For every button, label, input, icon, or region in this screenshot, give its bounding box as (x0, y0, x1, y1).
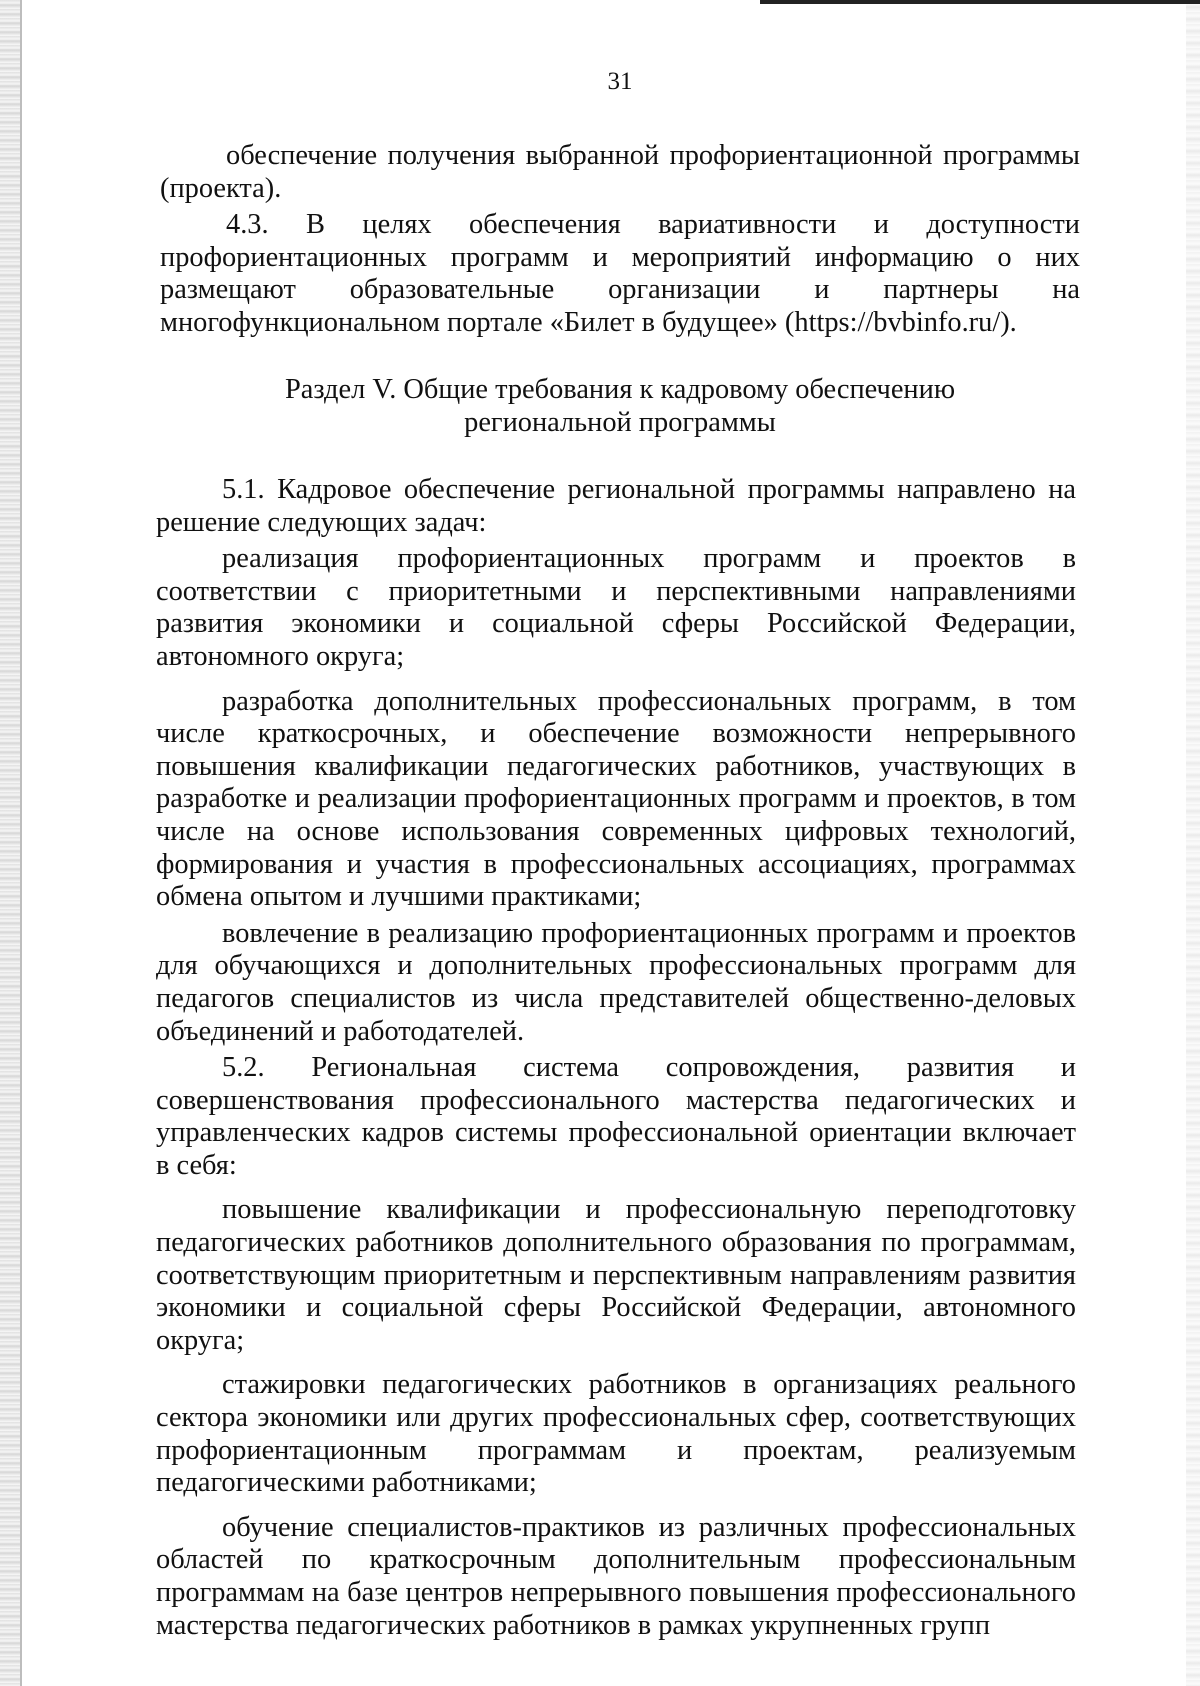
paragraph-item-qualification: повышение квалификации и профессиональную переподготовку педагогических работников дополнительного образования по программам, соответствующим приоритетным и перспективным направлениям развития экономики и социальной сферы Российской Федерации, автономного округа; (156, 1194, 1076, 1356)
paragraph-task-involvement: вовлечение в реализацию профориентационных программ и проектов для обучающихся и дополнительных профессиональных программ для педагогов специалистов из числа представителей общественно-деловых объединений и работодателей. (156, 917, 1076, 1047)
paragraph-task-development: разработка дополнительных профессиональных программ, в том числе краткосрочных, и обеспечение возможности непрерывного повышения квалификации педагогических работников, участвующих в разработке и реализации профориентационных программ и проектов, в том числе на основе использования современных цифровых технологий, формирования и участия в профессиональных ассоциациях, программах обмена опытом и лучшими практиками; (156, 685, 1076, 913)
paragraph-task-implementation: реализация профориентационных программ и проектов в соответствии с приоритетными и перспективными направлениями развития экономики и социальной сферы Российской Федерации, автономного округа; (156, 543, 1076, 672)
section-title-line-1: Раздел V. Общие требования к кадровому обеспечению (284, 374, 956, 405)
scan-edge-top (760, 0, 1200, 4)
section-heading (160, 374, 1080, 439)
section-title-line-2: региональной программы (464, 406, 776, 438)
scan-edge-left (0, 0, 22, 1686)
top-paragraphs (160, 140, 1080, 340)
paragraph-item-training: обучение специалистов-практиков из различных профессиональных областей по краткосрочным дополнительным профессиональным программам на базе центров непрерывного повышения профессионального мастерства педагогических работников в рамках укрупненных групп (156, 1511, 1076, 1641)
paragraph-5-2: 5.2. Региональная система сопровождения, развития и совершенствования профессионального мастерства педагогических и управленческих кадров системы профессиональной ориентации включает в себя: (156, 1052, 1076, 1181)
section-paragraphs (156, 474, 1076, 1642)
paragraph-item-internships: стажировки педагогических работников в организациях реального сектора экономики или других профессиональных сфер, соответствующих профориентационным программам и проектам, реализуемым педагогическими работниками; (156, 1369, 1076, 1499)
scan-edge-line (20, 0, 22, 1686)
paragraph-4-3: 4.3. В целях обеспечения вариативности и доступности профориентационных программ и мероприятий информацию о них размещают образовательные организации и партнеры на многофункциональном портале «Билет в будущее» (https://bvbinfo.ru/). (160, 209, 1080, 338)
page-number: 31 (607, 68, 633, 95)
scan-edge-right (1186, 0, 1200, 1686)
paragraph-5-1: 5.1. Кадровое обеспечение региональной программы направлено на решение следующих задач: (156, 474, 1076, 538)
paragraph-program-provision: обеспечение получения выбранной профориентационной программы (проекта). (160, 140, 1080, 204)
